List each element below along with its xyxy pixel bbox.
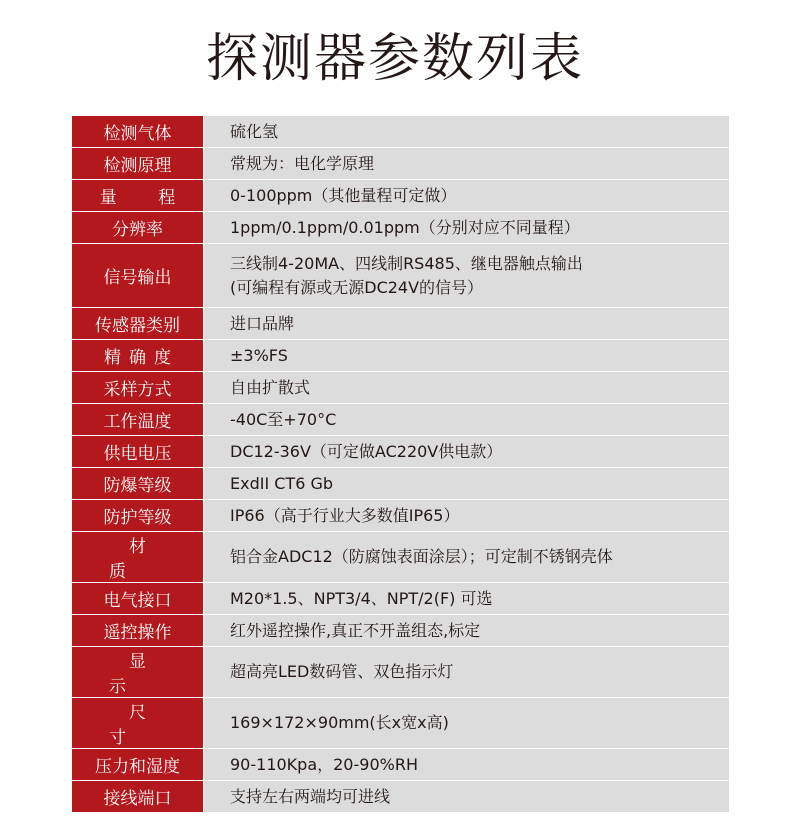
row-label: 供电电压 (72, 436, 204, 468)
row-label: 接线端口 (72, 781, 204, 813)
row-value: M20*1.5、NPT3/4、NPT/2(F) 可选 (204, 583, 730, 615)
row-value-line-2: (可编程有源或无源DC24V的信号） (230, 277, 484, 297)
row-label: 防护等级 (72, 500, 204, 532)
row-value: DC12-36V（可定做AC220V供电款） (204, 436, 730, 468)
table-row (72, 308, 730, 340)
row-value-line-1: 三线制4-20MA、四线制RS485、继电器触点输出 (230, 253, 583, 273)
row-label: 显 示 (72, 647, 204, 698)
table-row (72, 615, 730, 647)
row-label: 工作温度 (72, 404, 204, 436)
spec-table (71, 115, 730, 813)
row-label: 信号输出 (72, 244, 204, 308)
row-label: 遥控操作 (72, 615, 204, 647)
row-label: 采样方式 (72, 372, 204, 404)
row-value: -40C至+70°C (204, 404, 730, 436)
row-value (204, 244, 730, 308)
row-value: 169×172×90mm(长x宽x高) (204, 698, 730, 749)
table-row (72, 148, 730, 180)
row-value: IP66（高于行业大多数值IP65） (204, 500, 730, 532)
table-row (72, 436, 730, 468)
table-row (72, 468, 730, 500)
row-label: 量 程 (72, 180, 204, 212)
row-value: 硫化氢 (204, 116, 730, 148)
table-row (72, 404, 730, 436)
table-row (72, 244, 730, 308)
table-row (72, 749, 730, 781)
page-title: 探测器参数列表 (205, 29, 584, 89)
row-label: 分辨率 (72, 212, 204, 244)
row-value: 90-110Kpa，20-90%RH (204, 749, 730, 781)
row-label: 电气接口 (72, 583, 204, 615)
row-label: 检测原理 (72, 148, 204, 180)
table-row (72, 340, 730, 372)
table-row (72, 583, 730, 615)
table-row (72, 500, 730, 532)
row-value: 进口品牌 (204, 308, 730, 340)
row-value: ExdII CT6 Gb (204, 468, 730, 500)
row-value: 常规为：电化学原理 (204, 148, 730, 180)
row-label: 防爆等级 (72, 468, 204, 500)
row-label: 材 质 (72, 532, 204, 583)
table-row (72, 781, 730, 813)
table-row (72, 116, 730, 148)
row-value: 1ppm/0.1ppm/0.01ppm（分别对应不同量程） (204, 212, 730, 244)
row-label: 传感器类别 (72, 308, 204, 340)
row-value: 自由扩散式 (204, 372, 730, 404)
table-row (72, 372, 730, 404)
row-value: ±3%FS (204, 340, 730, 372)
row-value: 支持左右两端均可进线 (204, 781, 730, 813)
table-row (72, 698, 730, 749)
row-value: 红外遥控操作,真正不开盖组态,标定 (204, 615, 730, 647)
table-row (72, 647, 730, 698)
row-label: 精确度 (72, 340, 204, 372)
row-label: 压力和湿度 (72, 749, 204, 781)
table-row (72, 212, 730, 244)
row-value: 0-100ppm（其他量程可定做） (204, 180, 730, 212)
table-row (72, 532, 730, 583)
row-value: 超高亮LED数码管、双色指示灯 (204, 647, 730, 698)
row-label: 尺 寸 (72, 698, 204, 749)
table-row (72, 180, 730, 212)
row-label: 检测气体 (72, 116, 204, 148)
row-value: 铝合金ADC12（防腐蚀表面涂层）；可定制不锈钢壳体 (204, 532, 730, 583)
